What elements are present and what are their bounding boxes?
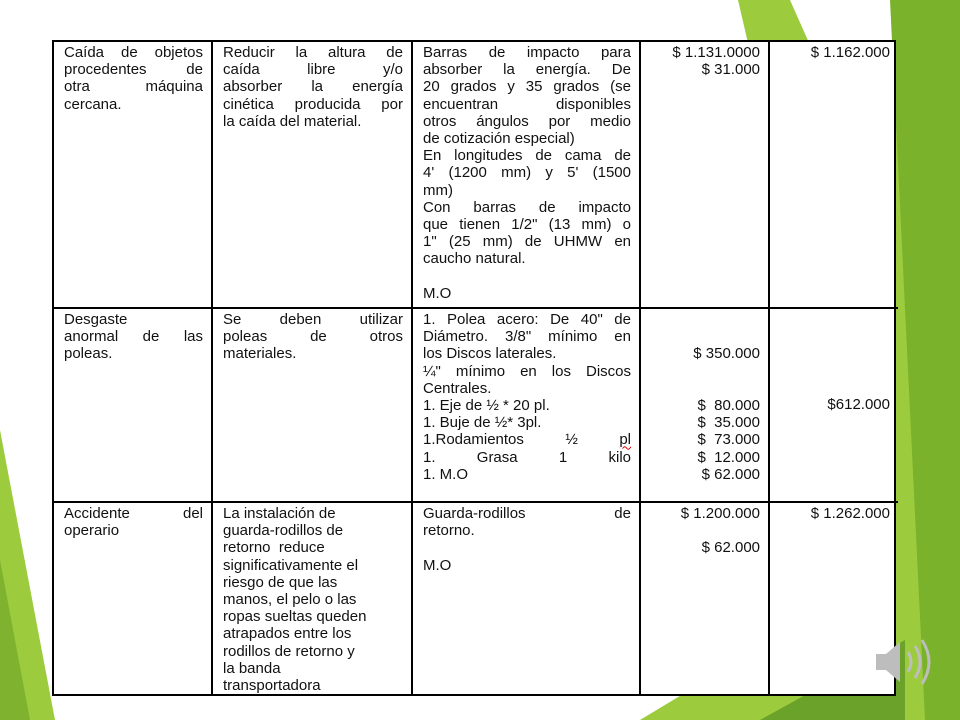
control-cell [212, 42, 412, 308]
cell-line: Diámetro. 3/8" mínimo en [423, 328, 631, 346]
cell-line: $ 12.000 [697, 448, 760, 466]
cell-line: significativamente el [223, 556, 359, 574]
cell-line: retorno reduce [223, 539, 325, 557]
cell-line [651, 328, 760, 345]
cell-line: Desgaste [64, 311, 128, 328]
cell-line: operario [64, 522, 120, 540]
cell-line: En longitudes de cama de [423, 147, 631, 165]
cell-line: Con barras de impacto [423, 198, 631, 216]
cell-line: los Discos laterales. [423, 345, 557, 363]
cell-line: manos, el pelo o las [223, 591, 357, 609]
cell-line: poleas. [64, 345, 113, 363]
cell-line: $ 35.000 [697, 414, 760, 432]
total-value: $ 1.262.000 [810, 505, 890, 522]
total-cell [769, 42, 898, 308]
control-cell [212, 502, 412, 696]
cell-line [423, 539, 631, 556]
total-value: $612.000 [827, 396, 890, 414]
cell-line [423, 268, 631, 285]
cell-line: otros ángulos por medio [423, 112, 631, 130]
cell-line: La instalación de [223, 505, 336, 522]
cell-line: $ 73.000 [697, 431, 760, 449]
cell-line: $ 31.000 [701, 61, 760, 79]
cell-line [651, 380, 760, 397]
cell-line: 1. Buje de ½* 3pl. [423, 414, 542, 432]
total-cell [769, 308, 898, 502]
cell-line: 1. Polea acero: De 40" de [423, 311, 631, 328]
cell-line: absorber la energía [223, 78, 403, 96]
cell-line: Guarda-rodillos de [423, 505, 631, 522]
cell-line: cinética producida por [223, 95, 403, 113]
cell-line: que tienen 1/2" (13 mm) o [423, 216, 631, 234]
risk-cell [54, 502, 212, 696]
cell-line: 1. Eje de ½ * 20 pl. [423, 397, 550, 415]
cell-line: rodillos de retorno y [223, 642, 355, 660]
cell-line: la banda [223, 659, 281, 677]
detail-cell [412, 502, 640, 696]
cell-line: ¼" mínimo en los Discos [423, 362, 631, 380]
cost-cell [640, 502, 769, 696]
cell-line: Caída de objetos [64, 44, 203, 61]
cell-line: Accidente del [64, 505, 203, 522]
cell-line [651, 363, 760, 380]
table-row [54, 502, 898, 696]
cell-line: anormal de las [64, 328, 203, 346]
cell-line: M.O [423, 284, 452, 302]
cell-line: mm) [423, 181, 453, 199]
cell-line: $ 1.131.0000 [672, 44, 760, 61]
cell-line: Se deben utilizar [223, 311, 403, 328]
cell-line: poleas de otros [223, 328, 403, 346]
cell-line: retorno. [423, 522, 475, 540]
cell-line: absorber la energía. De [423, 61, 631, 79]
cell-line: 1. M.O [423, 465, 469, 483]
cost-cell [640, 308, 769, 502]
speaker-icon[interactable] [870, 632, 940, 692]
total-value: $ 1.162.000 [810, 44, 890, 61]
cell-line: ropas sueltas queden [223, 608, 367, 626]
cell-line: Centrales. [423, 379, 492, 397]
cell-line: materiales. [223, 345, 297, 363]
cell-line: cercana. [64, 95, 122, 113]
cell-line: 1" (25 mm) de UHMW en [423, 233, 631, 251]
cell-line: riesgo de que las [223, 573, 338, 591]
cell-line: la caída del material. [223, 112, 362, 130]
cell-line: procedentes de [64, 61, 203, 79]
cell-line: 4' (1200 mm) y 5' (1500 [423, 164, 631, 182]
control-cell [212, 308, 412, 502]
cell-line [651, 311, 760, 328]
table-row [54, 42, 898, 308]
risk-cell [54, 308, 212, 502]
table-row [54, 308, 898, 502]
cell-line: $ 62.000 [701, 539, 760, 557]
cell-line: Barras de impacto para [423, 44, 631, 61]
risk-cell [54, 42, 212, 308]
cell-line: Reducir la altura de [223, 44, 403, 61]
cell-line: $ 62.000 [701, 465, 760, 483]
cell-line: 20 grados y 35 grados (se [423, 78, 631, 96]
cell-line: caída libre y/o [223, 61, 403, 79]
detail-cell [412, 42, 640, 308]
cell-line: otra máquina [64, 78, 203, 96]
cell-line: encuentran disponibles [423, 95, 631, 113]
cell-line: caucho natural. [423, 250, 526, 268]
cell-line: de cotización especial) [423, 130, 575, 148]
detail-cell [412, 308, 640, 502]
cost-cell [640, 42, 769, 308]
cell-line: $ 1.200.000 [680, 505, 760, 522]
spellcheck-mark: pl [619, 431, 631, 449]
risk-cost-table [54, 42, 898, 696]
cell-line: atrapados entre los [223, 625, 352, 643]
cell-line: 1. Grasa 1 kilo [423, 448, 631, 466]
cell-line: $ 350.000 [693, 345, 760, 363]
cell-line: transportadora [223, 677, 321, 695]
cell-line: guarda-rodillos de [223, 522, 344, 540]
cell-line: 1.Rodamientos ½ pl [423, 431, 631, 449]
cell-line: M.O [423, 556, 452, 574]
cell-line: $ 80.000 [697, 396, 760, 414]
cell-line [651, 522, 760, 539]
cost-table-container [52, 40, 896, 696]
